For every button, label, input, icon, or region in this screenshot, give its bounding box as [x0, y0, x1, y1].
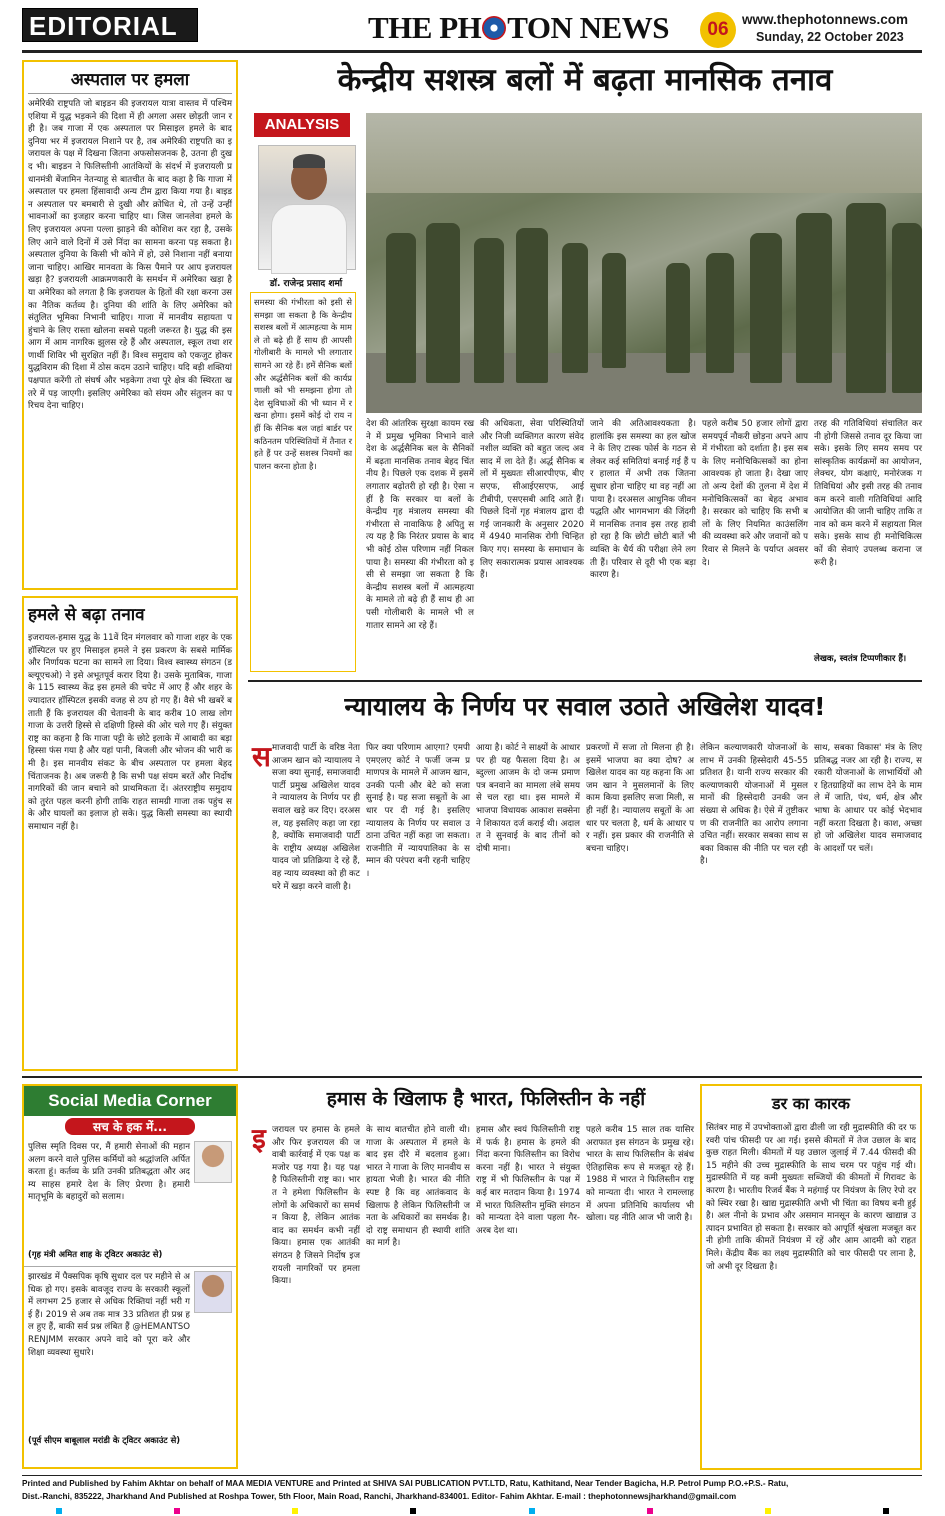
story3-col-1: जरायल पर हमास के हमले और फिर इजरायल की जवाबी कार्रवाई में एक पक्ष कमजोर पड़ गया है। यह पक्ष है फिलिस्तीनी राष्ट्र का। भारत ने हमेशा फिलिस्तीन के लोगों के अधिकारों का समर्थन किया है, लेकिन आतंकवाद का समर्थन कभी नहीं किया। हमास एक आतंकी संगठन है जिसने निर्दोष इजरायली नागरिकों पर हमला किया।	[272, 1125, 363, 1287]
main-col-3: की अधिकता, सेवा परिस्थितियों और निजी व्यक्तिगत कारण संवेदनशील व्यक्ति को बहुत जल्द अवसाद में ला देते हैं। अर्द्ध सैनिक बलों में मुख्यतः सीआरपीएफ, बीएसएफ, सीआईएसएफ, आईटीबीपी, एसएसबी आदि आते हैं। पिछले दिनों गृह मंत्रालय द्वारा दी गई जानकारी के अनुसार 2020 में 4940 मानसिक रोगी चिन्हित किए गए। समस्या के समाधान के लिए सकारात्मक प्रयास आवश्यक हैं।	[480, 419, 587, 581]
article-title: डर का कारक	[772, 1094, 850, 1113]
website-link[interactable]: www.thephotonnews.com	[742, 12, 909, 27]
story3-headline: हमास के खिलाफ है भारत, फिलिस्तीन के नहीं	[326, 1088, 646, 1110]
dropcap: इ	[252, 1122, 266, 1155]
story2-col-6: साथ, सबका विकास' मंत्र के लिए प्रतिबद्ध नजर आ रही है। राज्य, सरकारी योजनाओं के लाभार्थियों और हितग्राहियों का लाभ देने के मामले में जाति, पंथ, धर्म, क्षेत्र और भाषा के आधार पर कोई भेदभाव नहीं करता दिखता है। काश, अच्छा हो जो अखिलेश यादव समाजवाद के आदर्शों पर चलें।	[814, 743, 925, 854]
divider	[248, 680, 922, 682]
main-col-2-text: देश की आंतरिक सुरक्षा कायम रखने में प्रमुख भूमिका निभाने वाले देश के अर्द्धसैनिक बल के सैनिकों में बढ़ता मानसिक तनाव बेहद चिंतनीय है। पिछले एक दशक में इसमें लगातार बढ़ोतरी हो रही है। ऐसा नहीं है कि सरकार या बलों के केन्द्रीय गृह मंत्रालय समस्या की गंभीरता से नावाकिफ है अपितु सत्य यह है कि निरंतर प्रयास के बाद भी कोई ठोस परिणाम नहीं निकल पाया है। समस्या की गंभीरता को इसी से समझा जा सकता है कि केन्द्रीय सशस्त्र बलों में आत्महत्या के मामले तो बढ़े ही हैं साथ ही आपसी गोलीबारी के मामले भी लगातार सामने आ रहे हैं।	[366, 419, 477, 631]
social-title-bar: Social Media Corner	[24, 1086, 236, 1116]
masthead-right: TON NEWS	[507, 10, 669, 45]
header-divider	[22, 50, 922, 53]
article-body: अमेरिकी राष्ट्रपति जो बाइडन की इजरायल यात्रा वास्तव में पश्चिम एशिया में युद्ध भड़कने की दिशा में ही अगला असर छोड़ती जान रही है। जब गाजा में एक अस्पताल पर मिसाइल हमले के बाद दुनिया भर में इजरायल निशाने पर है, तब अमेरिकी राष्ट्रपति का इजरायल के पक्ष में दिखना जितना अफसोसजनक है, उतना ही दुखद भी। बाइडन ने फिलिस्तीनी आतंकियों के संदर्भ में इजरायली प्रधानमंत्री बेंजामिन नेतन्याहू से बातचीत के बाद कहा है कि गाजा में अस्पताल पर हमला हिंसावादी अन्य टीम द्वारा किया गया है। बाइडन अस्पताल पर बमबारी से दुखी और क्रोधित थे, तो उन्हें उन्हीं भावनाओं का इजहार करना चाहिए था। जिस जानलेवा हमले के लिए इजरायल अपना पल्ला झाड़ने की कोशिश कर रहा है, उसके लिए आने वाले दिनों में उसे निंदा का सामना करना पड़ सकता है। अस्पताल दुनिया के किसी भी कोने में हो, उसे निशाना नहीं बनाया जाना चाहिए। आखिर मानवता के किस पैमाने पर आप इजरायल खड़ा है? इजरायली आक्रमणकारी के समर्थन में अमेरिका खड़ा है या अमेरिका को लगता है कि इजरायल के हितों की रक्षा करना उसका नैतिक कर्तव्य है। दुनिया की शांति के लिए अमेरिका को संतुलित भूमिका निभानी चाहिए। गाजा में मानवीय सहायता पहुंचाने के लिए रास्ता खोलना सबसे पहली जरूरत है। युद्ध की इस आग में आम नागरिक झुलस रहे हैं और अस्पताल, स्कूल तथा शरणार्थी शिविर भी सुरक्षित नहीं हैं। विश्व समुदाय को एकजुट होकर युद्धविराम की दिशा में ठोस कदम उठाने चाहिए। यदि बड़ी शक्तियां पक्षपात करेंगी तो संघर्ष और भड़केगा तथा पूरे क्षेत्र की स्थिरता खतरे में पड़ जाएगी। इसलिए अमेरिका को संयम और संतुलन का परिचय देना चाहिए।	[28, 99, 235, 412]
story3-col-4: पहले करीब 15 साल तक यासिर अराफात इस संगठन के प्रमुख रहे। भारत के साथ फिलिस्तीन के संबंध ऐतिहासिक रूप से मजबूत रहे हैं। 1988 में भारत ने फिलिस्तीन राष्ट्र को मान्यता दी। भारत ने रामल्लाह में अपना प्रतिनिधि कार्यालय भी खोला। यह नीति आज भी जारी है।	[586, 1125, 697, 1224]
author-name: डॉ. राजेन्द्र प्रसाद शर्मा	[269, 279, 343, 289]
story2-col-2: फिर क्या परिणाम आएगा? एमपी एमएलए कोर्ट ने फर्जी जन्म प्रमाणपत्र के मामले में आजम खान, उनकी पत्नी और बेटे को सजा सुनाई है। यह सजा सबूतों के आधार पर दी गई है। इसलिए न्यायालय के निर्णय पर सवाल उठाना उचित नहीं कहा जा सकता। राजनीति में न्यायपालिका के सम्मान की परंपरा बनी रहनी चाहिए।	[366, 743, 473, 879]
social-signature-2: (पूर्व सीएम बाबूलाल मरांडी के ट्विटर अकाउंट से)	[28, 1435, 181, 1445]
imprint-line-1: Printed and Published by Fahim Akhtar on behalf of MAA MEDIA VENTURE and Printed at SHIVA SAI PUBLICATION PVT.LTD, Ratu, Kathitand, Near Tender Bagicha, H.P. Petrol Pump P.O.+P.S.- Ratu,	[22, 1479, 789, 1488]
main-col-5: पहले करीब 50 हजार लोगों द्वारा समयपूर्व नौकरी छोड़ना अपने आप में गंभीरता को दर्शाता है। इस सबके लिए मनोचिकित्सकों का होना आवश्यक हो जाता है। देखा जाए तो अन्य देशों की तुलना में देश में मनोचिकित्सकों का बेहद अभाव है। सरकार को चाहिए कि सभी बलों के लिए नियमित काउंसलिंग की व्यवस्था करे और जवानों को परिवार से मिलने के पर्याप्त अवसर दे।	[702, 419, 811, 568]
story2-col-3: आया है। कोर्ट ने साक्ष्यों के आधार पर ही यह फैसला दिया है। अब्दुल्ला आजम के दो जन्म प्रमाण पत्र बनवाने का मामला लंबे समय से चल रहा था। इस मामले में भाजपा विधायक आकाश सक्सेना ने शिकायत दर्ज कराई थी। अदालत ने सुनवाई के बाद तीनों को दोषी माना।	[476, 743, 583, 854]
story2-headline: न्यायालय के निर्णय पर सवाल उठाते अखिलेश यादव!	[344, 692, 826, 721]
masthead	[368, 10, 669, 46]
section-label: EDITORIAL	[29, 11, 178, 41]
article-tension	[22, 596, 238, 1071]
social-tagline: सच के हक में...	[65, 1118, 195, 1135]
main-col-6: तरह की गतिविधियां संचालित करनी होगी जिससे तनाव दूर किया जा सके। इसके लिए समय समय पर सांस्कृतिक कार्यक्रमों का आयोजन, लेक्चर, योग कक्षाएं, मनोरंजक गतिविधियां और इसी तरह की तनाव कम करने वाली गतिविधियां आदि आयोजित की जानी चाहिए ताकि तनाव को कम करने में सहायता मिल सके। इसके साथ ही मनोचिकित्सकों की सेवाएं उपलब्ध कराना जरूरी है।	[814, 419, 925, 568]
author-byline: लेखक, स्वतंत्र टिप्पणीकार हैं।	[814, 654, 907, 664]
soldiers-photo	[366, 113, 922, 413]
social-post-2: झारखंड में पैक्सपिक कृषि सुधार दल पर महीने से अधिक हो गए। इसके बावजूद राज्य के सरकारी स्कूलों में लगभग 25 हजार से अधिक रिक्तियां नहीं भरी गई हैं। 2019 से अब तक मात्र 33 प्रतिशत ही प्रश्न हल हुए हैं, बाकी सर्व प्रश्न लंबित हैं @HEMANTSORENJMM सरकार अपने वादे को पूरा करे और शिक्षा व्यवस्था सुधारे।	[28, 1272, 193, 1358]
amit-shah-avatar	[194, 1141, 232, 1183]
photon-logo-icon	[482, 16, 506, 40]
story2-col-5: लेकिन कल्याणकारी योजनाओं के लाभ में उनकी हिस्सेदारी 45-55 प्रतिशत है। यानी राज्य सरकार की कल्याणकारी योजनाओं में मुसलमानों की हिस्सेदारी उनकी जनसंख्या से अधिक है। ऐसे में तुष्टीकरण की राजनीति का आरोप लगाना उचित नहीं। सरकार सबका साथ सबका विकास की नीति पर चल रही है।	[700, 743, 811, 867]
story3-col-2: के साथ बातचीत होने वाली थी। गाजा के अस्पताल में हमले के बाद इस दौरे में बदलाव हुआ। भारत ने गाजा के लिए मानवीय सहायता भेजी है। भारत की नीति स्पष्ट है कि वह आतंकवाद के खिलाफ है लेकिन फिलिस्तीनी जनता के अधिकारों का समर्थक है। दो राष्ट्र समाधान ही स्थायी शांति का मार्ग है।	[366, 1125, 473, 1249]
pullquote-column: समस्या की गंभीरता को इसी से समझा जा सकता है कि केन्द्रीय सशस्त्र बलों में आत्महत्या के मामले तो बढ़े ही हैं साथ ही आपसी गोलीबारी के मामले भी लगातार सामने आ रहे हैं। हमें सैनिक बलों और अर्द्धसैनिक बलों की कार्यप्रणाली को भी समझना होगा तो देश सुविधाओं की भी ध्यान में रखना होगा। इसमें कोई दो राय नहीं कि सैनिक बल जहां बार्डर पर कठिनतम परिस्थितियों में तैनात रहते हैं पर उन्हें सशस्त्र नियमों का पालन करना होता है।	[250, 292, 356, 672]
story2-col-4: प्रकरणों में सजा तो मिलना ही है। इसमें भाजपा का क्या दोष? अखिलेश यादव का यह कहना कि आजम खान ने मुसलमानों के लिए काम किया इसलिए सजा मिली, सही नहीं है। न्यायालय सबूतों के आधार पर चलता है, धर्म के आधार पर नहीं। इस प्रकार की राजनीति से बचना चाहिए।	[586, 743, 697, 854]
babulal-marandi-avatar	[194, 1271, 232, 1313]
article-hospital-attack	[22, 60, 238, 590]
social-signature-1: (गृह मंत्री अमित शाह के ट्विटर अकाउंट से)	[24, 1245, 236, 1267]
article-fear-factor	[700, 1084, 922, 1470]
story3-col-3: हमास और स्वयं फिलिस्तीनी राष्ट्र में फर्क है। हमास के हमले की निंदा करना फिलिस्तीन का विरोध करना नहीं है। भारत ने संयुक्त राष्ट्र में भी फिलिस्तीन के पक्ष में कई बार मतदान किया है। 1974 में भारत फिलिस्तीन मुक्ति संगठन को मान्यता देने वाला पहला गैर-अरब देश था।	[476, 1125, 583, 1236]
article-body: इजरायल-हमास युद्ध के 11वें दिन मंगलवार को गाजा शहर के एक हॉस्पिटल पर हुए मिसाइल हमले ने इस प्रकरण के सबसे मार्मिक और निर्णायक घटना का सामने ला दिया। विश्व स्वास्थ्य संगठन (डब्ल्यूएचओ) ने इसे अभूतपूर्व करार दिया है। उसके मुताबिक, गाजा के 115 स्वास्थ्य केंद्र इस हमले की चपेट में आए हैं और शहर के ज्यादातर हॉस्पिटल इसकी वजह से ठप हो गए हैं। वैसे भी खबरें बताती हैं कि इजरायल की चेतावनी के बाद करीब 10 लाख लोग गाजा के उत्तरी हिस्से से दक्षिणी हिस्से की ओर चले गए हैं। संयुक्त राष्ट्र का कहना है कि गाजा पट्टी के छोटे इलाके में आबादी का बड़ा हिस्सा फंस गया है और यहां पानी, बिजली और भोजन की भारी कमी है। इस मानवीय संकट के बीच अस्पताल पर हमला बेहद चिंताजनक है। अब जरूरी है कि सभी पक्ष संयम बरतें और निर्दोष नागरिकों की जान बचाने को प्राथमिकता दें। अंतरराष्ट्रीय समुदाय को तुरंत पहल करनी होगी ताकि राहत सामग्री गाजा तक पहुंच सके और घायलों का इलाज हो सके। युद्ध किसी समस्या का स्थायी समाधान नहीं है।	[28, 633, 235, 832]
masthead-left: THE PH	[368, 10, 482, 45]
story2-col-1: माजवादी पार्टी के वरिष्ठ नेता आजम खान को न्यायालय ने सजा क्या सुनाई, समाजवादी पार्टी प्रमुख अखिलेश यादव ने न्यायालय के निर्णय पर ही सवाल खड़े कर दिए। दरअसल, यह इसलिए कहा जा रहा है, क्योंकि समाजवादी पार्टी के राष्ट्रीय अध्यक्ष अखिलेश यादव जो प्रतिक्रिया दे रहे हैं, वह न्याय व्यवस्था को ही कटघरे में खड़ा करने वाली है।	[272, 743, 363, 892]
article-title: अस्पताल पर हमला	[28, 66, 232, 94]
print-registration-marks	[0, 1506, 945, 1516]
issue-date: Sunday, 22 October 2023	[756, 30, 904, 44]
author-photo	[258, 145, 356, 270]
footer-divider	[22, 1475, 922, 1476]
social-media-corner	[22, 1084, 238, 1469]
section-label-box	[22, 8, 198, 42]
dropcap: स	[252, 740, 271, 773]
article-body: सितंबर माह में उपभोक्ताओं द्वारा ढीली जा रही मुद्रास्फीति की दर फरवरी पांच फीसदी पर आ गई। इससे कीमतों में तेज उछाल के बाद कुछ राहत मिली। कीमतों में यह उछाल जुलाई में 7.44 फीसदी की 15 महीने की उच्च मुद्रास्फीति के साथ चरम पर पहुंच गई थी। मुद्रास्फीति में यह कमी मुख्यतः सब्जियों की कीमतों में गिरावट के कारण है। भारतीय रिजर्व बैंक ने महंगाई पर नियंत्रण के लिए रेपो दर को स्थिर रखा है। खाद्य मुद्रास्फीति अभी भी चिंता का विषय बनी हुई है। अल नीनो के प्रभाव और असमान मानसून के कारण खाद्यान्न उत्पादन प्रभावित हो सकता है। सरकार को आपूर्ति श्रृंखला मजबूत करनी होगी ताकि कीमतें नियंत्रण में रहें और आम आदमी को राहत मिले। केंद्रीय बैंक का लक्ष्य मुद्रास्फीति को चार फीसदी पर लाना है, जो अभी दूर दिखता है।	[706, 1123, 919, 1272]
social-post-1: पुलिस स्मृति दिवस पर, मैं हमारी सेनाओं की महान अलग करने वाले पुलिस कर्मियों को श्रद्धांजलि अर्पित करता हूं। कर्तव्य के प्रति उनकी प्रतिबद्धता और अदम्य साहस हमारे देश के लिए प्रेरणा है। हमारी मातृभूमि के बहादुरों को सलाम।	[28, 1142, 193, 1203]
imprint-line-2: Dist.-Ranchi, 835222, Jharkhand And Published at Roshpa Tower, 5th Floor, Main Road, Ranchi, Jharkhand-834001. Editor- Fahim Akhtar. E-mail : thephotonnewsjharkhand@gmail.com	[22, 1492, 737, 1501]
article-title: हमले से बढ़ा तनाव	[28, 605, 145, 625]
analysis-label: ANALYSIS	[254, 113, 350, 137]
divider	[22, 1076, 922, 1078]
page-number: 06	[700, 12, 736, 48]
main-headline: केन्द्रीय सशस्त्र बलों में बढ़ता मानसिक तनाव	[337, 62, 833, 98]
main-col-4: जाने की अतिआवश्यकता है। हालांकि इस समस्या का हल खोजने के लिए टास्क फोर्स के गठन से लेकर कई समितियां बनाई गई हैं पर हालात में अभी तक जितना सुधार होना चाहिए था वह नहीं आ पाया है। दरअसल आधुनिक जीवन पद्धति और भागमभाग की जिंदगी में मानसिक तनाव इस तरह हावी हो रहा है कि छोटी छोटी बातें भी व्यक्ति के धैर्य की परीक्षा लेने लगती हैं। परिवार से दूरी भी एक बड़ा कारण है।	[590, 419, 699, 581]
